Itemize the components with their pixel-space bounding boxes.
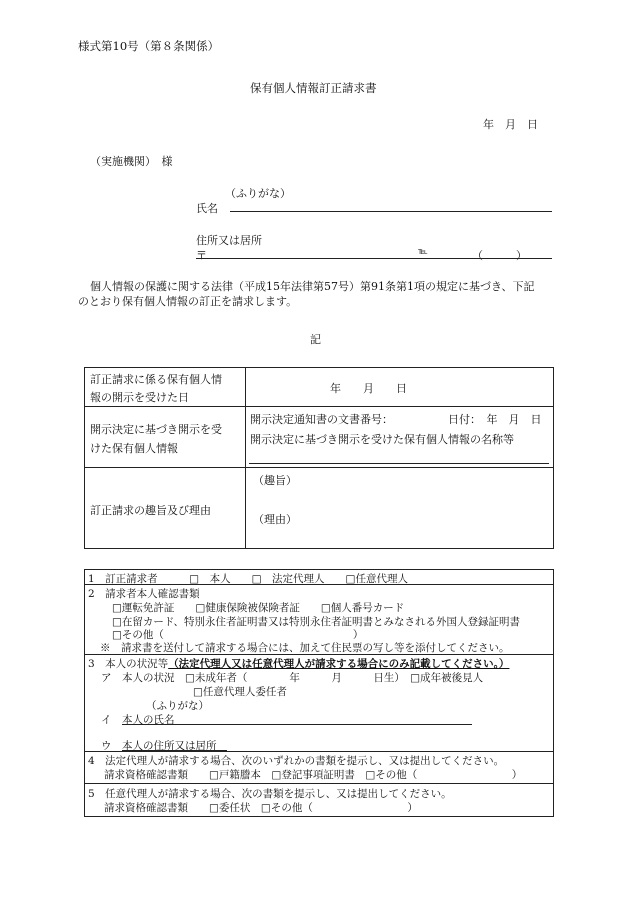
postal-mark: 〒 (196, 249, 207, 262)
legal-rep-docs-options[interactable]: 請求資格確認書類 □戸籍謄本 □登記事項証明書 □その他（ ） (104, 769, 523, 781)
furigana-label: （ふりがな） (225, 187, 291, 200)
principal-address-field[interactable] (122, 750, 227, 751)
principal-status-option-principal[interactable]: □任意代理人委任者 (193, 686, 287, 698)
addressee: （実施機関） 様 (90, 155, 173, 168)
address-field[interactable] (196, 258, 552, 259)
id-doc-heading: 2 請求者本人確認書類 (88, 588, 200, 600)
id-doc-options-1[interactable]: □運転免許証 □健康保険被保険者証 □個人番号カード (112, 602, 405, 614)
id-doc-note: ※ 請求書を送付して請求する場合には、加えて住民票の写し等を添付してください。 (100, 642, 510, 654)
principal-status-options[interactable]: ア 本人の状況 □未成年者（ 年 月 日生） □成年被後見人 (101, 672, 484, 684)
form-number: 様式第10号（第８条関係） (78, 39, 220, 53)
tel-label: ℡ (418, 247, 428, 257)
page-title: 保有個人情報訂正請求書 (250, 81, 377, 95)
proxy-docs-options[interactable]: 請求資格確認書類 □委任状 □その他（ ） (104, 802, 418, 814)
requester-type-row[interactable]: 1 訂正請求者 □ 本人 □ 法定代理人 □任意代理人 (88, 573, 408, 585)
purpose-reason-label: 訂正請求の趣旨及び理由 (90, 504, 211, 517)
disclosure-date-value[interactable]: 年 月 日 (330, 382, 407, 395)
address-label: 住所又は居所 (196, 234, 262, 247)
purpose-label[interactable]: （趣旨） (253, 474, 297, 487)
name-field[interactable] (230, 211, 552, 212)
principal-address-label: ウ 本人の住所又は居所 (101, 740, 217, 752)
notice-date[interactable]: 日付： 年 月 日 (448, 413, 542, 426)
intro-line-1: 個人情報の保護に関する法律（平成15年法律第57号）第91条第1項の規定に基づき、下記 (90, 280, 535, 293)
id-doc-options-2[interactable]: □在留カード、特別永住者証明書又は特別永住者証明書とみなされる外国人登録証明書 (112, 616, 520, 628)
name-label: 氏名 (196, 202, 218, 215)
disclosed-info-name[interactable]: 開示決定に基づき開示を受けた保有個人情報の名称等 (250, 433, 514, 446)
disclosure-date-label-2: 報の開示を受けた日 (90, 391, 189, 404)
principal-status-heading: 3 本人の状況等（法定代理人又は任意代理人が請求する場合にのみ記載してください。） (88, 658, 510, 670)
tel-paren: （ ） (472, 249, 527, 262)
principal-name-field[interactable] (122, 724, 472, 725)
disclosed-info-label-2: けた保有個人情報 (90, 442, 178, 455)
principal-furigana: （ふりがな） (146, 700, 209, 712)
ki-label: 記 (310, 333, 321, 346)
reason-label[interactable]: （理由） (253, 513, 297, 526)
proxy-docs-heading: 5 任意代理人が請求する場合、次の書類を提示し、又は提出してください。 (88, 788, 452, 800)
notice-doc-number[interactable]: 開示決定通知書の文書番号： (250, 413, 393, 426)
id-doc-options-3[interactable]: □その他（ ） (112, 629, 364, 641)
principal-name-label: イ 本人の氏名 (101, 714, 175, 726)
disclosed-info-label-1: 開示決定に基づき開示を受 (90, 423, 222, 436)
disclosure-date-label-1: 訂正請求に係る保有個人情 (90, 373, 222, 386)
intro-line-2: のとおり保有個人情報の訂正を請求します。 (78, 295, 298, 308)
date-line[interactable]: 年 月 日 (483, 118, 538, 131)
legal-rep-docs-heading: 4 法定代理人が請求する場合、次のいずれかの書類を提示し、又は提出してください。 (88, 755, 505, 767)
